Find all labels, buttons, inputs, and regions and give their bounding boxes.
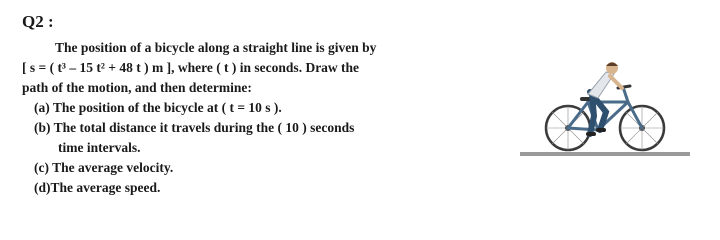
question-label: Q2 : [22,12,54,31]
part-b: (b) The total distance it travels during the ( 10 ) seconds [34,120,355,135]
problem-statement [22,38,482,198]
bicycle-rider-icon [520,60,690,160]
problem-line-3: path of the motion, and then determine: [22,80,252,95]
problem-line-2: [ s = ( t³ – 15 t² + 48 t ) m ], where ( t ) in seconds. Draw the [22,60,360,75]
problem-line-1: The position of a bicycle along a straight line is given by [55,40,377,55]
part-b-continued: time intervals. [58,140,141,155]
part-a: (a) The position of the bicycle at ( t = 10 s ). [34,100,282,115]
ground-line [520,152,690,156]
bicycle-rider-figure [520,60,690,160]
part-d: (d)The average speed. [34,180,161,195]
part-c: (c) The average velocity. [34,160,174,175]
